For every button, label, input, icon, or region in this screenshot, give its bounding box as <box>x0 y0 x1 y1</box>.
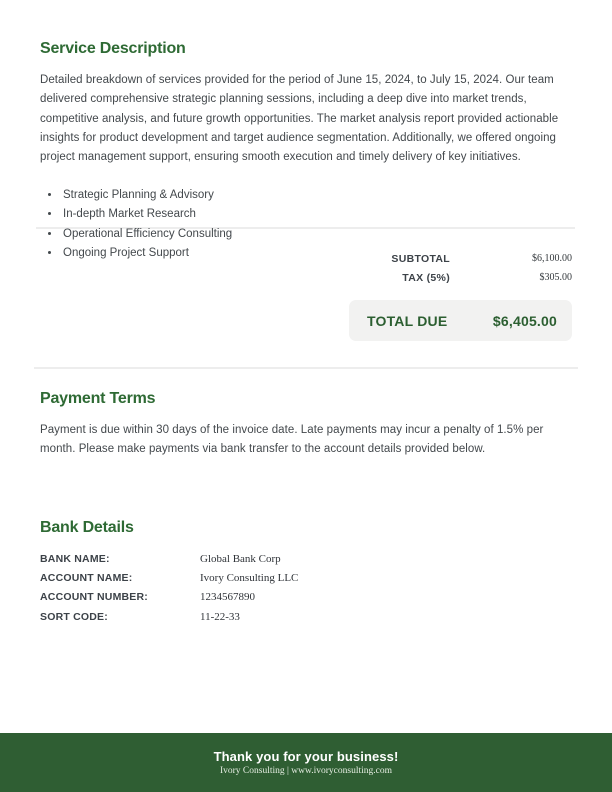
bank-name-label: BANK NAME: <box>40 552 110 565</box>
bank-details-table <box>40 549 460 627</box>
account-number-label: ACCOUNT NUMBER: <box>40 591 148 604</box>
service-bullet-item: • In-depth Market Research <box>61 205 232 224</box>
service-bullet-list <box>40 186 232 264</box>
service-description-paragraph: Detailed breakdown of services provided for the period of June 15, 2024, to July 15, 2024. Our team delivered comprehensive strategic planning sessions, including a deep dive into market trends, competitive analysis, and future growth opportunities. The market analysis report provided actionable insights for product development and target audience segmentation. Additionally, we offered ongoing project management support, ensuring smooth execution and timely delivery of key initiatives. <box>40 74 559 164</box>
sort-code-label: SORT CODE: <box>40 610 108 623</box>
service-bullet-item: • Operational Efficiency Consulting <box>61 225 232 244</box>
subtotal-label: SUBTOTAL <box>391 252 450 265</box>
subtotal-value: $6,100.00 <box>532 253 572 265</box>
totals-rows <box>310 249 572 287</box>
service-bullet-item: • Ongoing Project Support <box>61 244 232 263</box>
account-name-label: ACCOUNT NAME: <box>40 572 133 585</box>
service-bullet-item: • Strategic Planning & Advisory <box>61 186 232 205</box>
footer-thankyou-text: Thank you for your business! <box>213 749 399 764</box>
bank-details-heading: Bank Details <box>40 519 134 536</box>
tax-label: TAX (5%) <box>402 271 450 284</box>
account-number-row <box>40 588 460 607</box>
bank-name-row <box>40 549 460 568</box>
sort-code-row <box>40 607 460 626</box>
account-name-value: Ivory Consulting LLC <box>200 572 299 585</box>
account-number-value: 1234567890 <box>200 591 255 604</box>
footer-band <box>0 733 612 792</box>
footer-company-website-text: Ivory Consulting | www.ivoryconsulting.com <box>219 766 392 776</box>
payment-terms-heading: Payment Terms <box>40 390 156 407</box>
tax-row <box>310 268 572 287</box>
tax-value: $305.00 <box>539 272 572 284</box>
bank-name-value: Global Bank Corp <box>200 552 281 565</box>
account-name-row <box>40 568 460 587</box>
subtotal-row <box>310 249 572 268</box>
total-due-label: TOTAL DUE <box>367 312 448 329</box>
service-description-heading: Service Description <box>40 40 186 57</box>
total-due-value: $6,405.00 <box>492 312 557 329</box>
payment-section-divider <box>34 367 578 369</box>
payment-terms-paragraph: Payment is due within 30 days of the invoice date. Late payments may incur a penalty of 1.5% per month. Please make payments via bank transfer to the account details provided below. <box>40 424 544 456</box>
total-due-box <box>349 300 572 341</box>
sort-code-value: 11-22-33 <box>200 610 240 623</box>
